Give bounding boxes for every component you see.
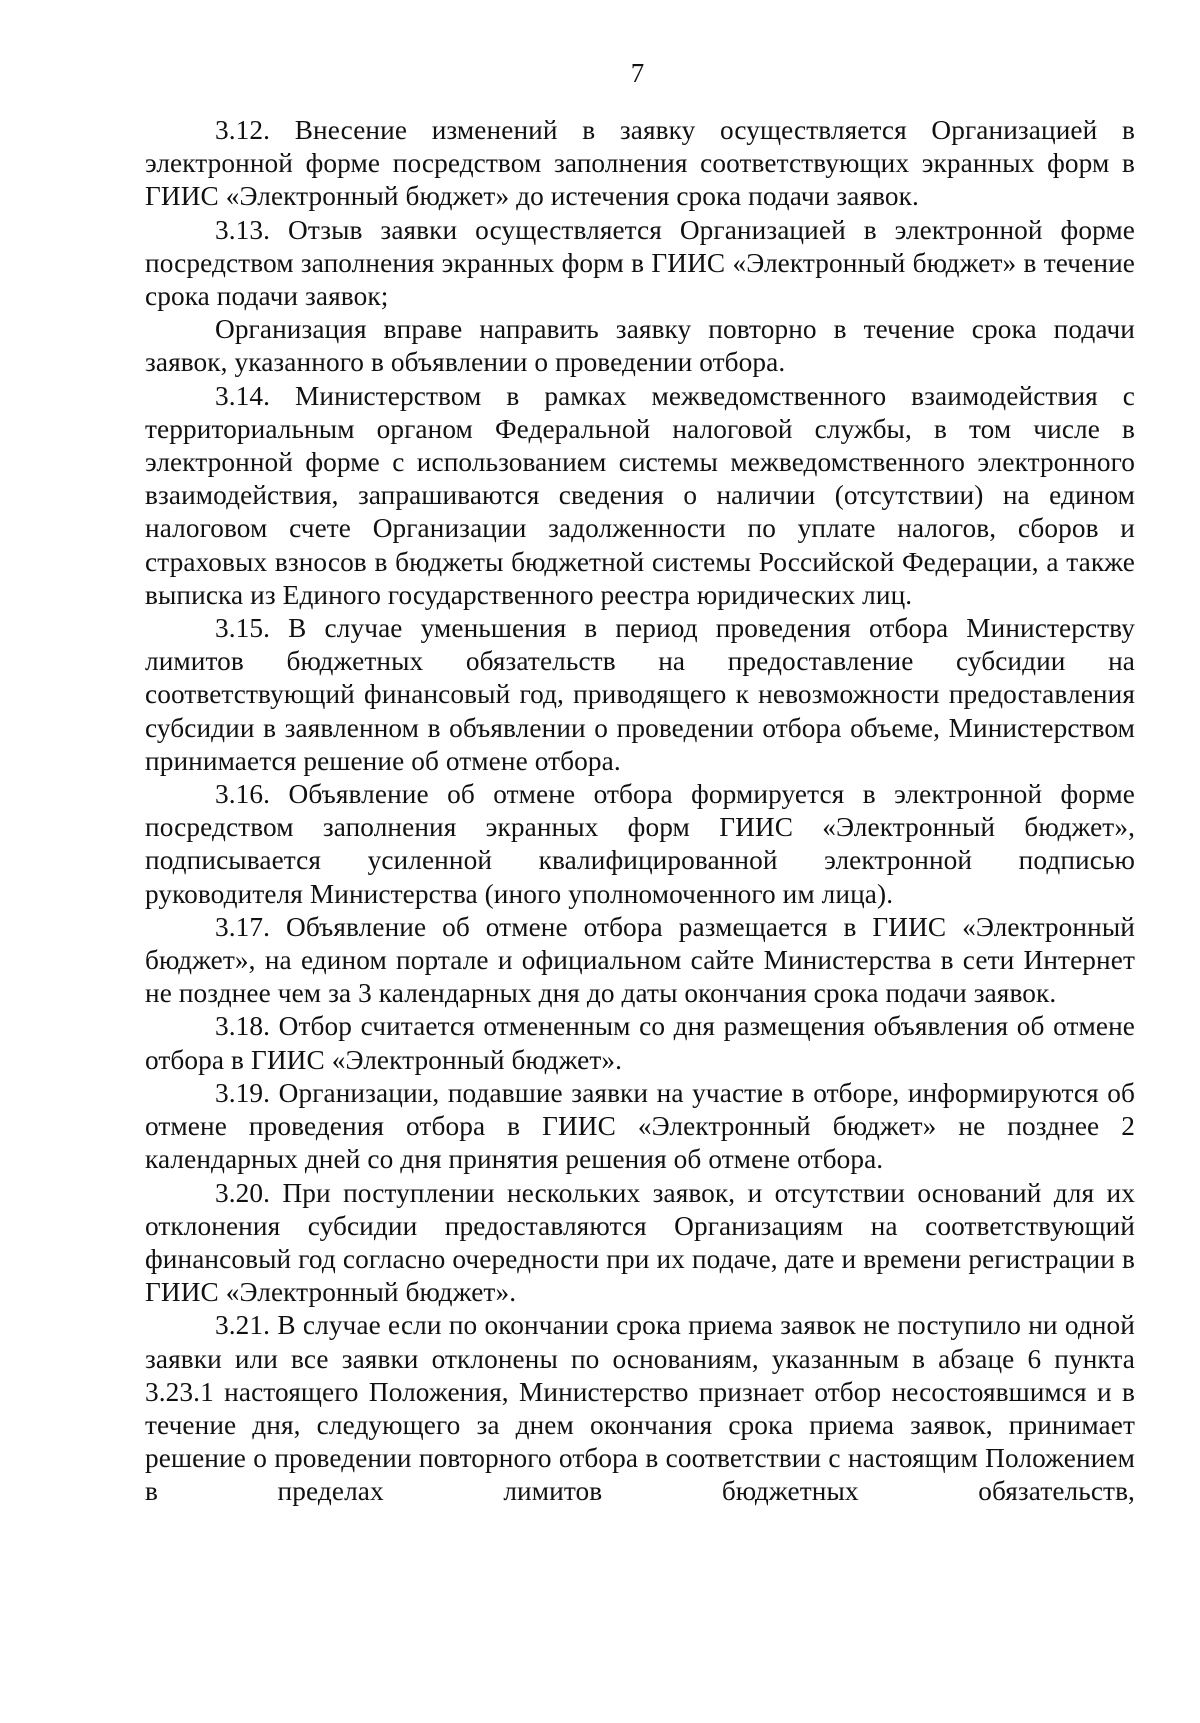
paragraph-3-17: 3.17. Объявление об отмене отбора размещается в ГИИС «Электронный бюджет», на едином портале и официальном сайте Министерства в сети Интернет не позднее чем за 3 календарных дня до даты окончания срока подачи заявок. <box>145 911 1135 1009</box>
paragraph-3-19: 3.19. Организации, подавшие заявки на участие в отборе, информируются об отмене проведения отбора в ГИИС «Электронный бюджет» не позднее 2 календарных дней со дня принятия решения об отмене отбора. <box>145 1077 1135 1175</box>
paragraph-3-13: 3.13. Отзыв заявки осуществляется Организацией в электронной форме посредством заполнения экранных форм в ГИИС «Электронный бюджет» в течение срока подачи заявок; <box>145 214 1135 312</box>
paragraph-3-12: 3.12. Внесение изменений в заявку осуществляется Организацией в электронной форме посредством заполнения соответствующих экранных форм в ГИИС «Электронный бюджет» до истечения срока подачи заявок. <box>145 115 1135 212</box>
page-number: 7 <box>630 58 645 88</box>
paragraph-3-21: 3.21. В случае если по окончании срока приема заявок не поступило ни одной заявки или все заявки отклонены по основаниям, указанным в абзаце 6 пункта 3.23.1 настоящего Положения, Министерство признает отбор несостоявшимся и в течение дня, следующего за днем окончания срока приема заявок, принимает решение о проведении повторного отбора в соответствии с настоящим Положением в пределах лимитов бюджетных обязательств, <box>145 1310 1135 1507</box>
paragraph-3-14: 3.14. Министерством в рамках межведомственного взаимодействия с территориальным органом Федеральной налоговой службы, в том числе в электронной форме с использованием системы межведомственного электронного взаимодействия, запрашиваются сведения о наличии (отсутствии) на едином налоговом счете Организации задолженности по уплате налогов, сборов и страховых взносов в бюджеты бюджетной системы Российской Федерации, а также выписка из Единого государственного реестра юридических лиц. <box>145 380 1135 610</box>
paragraph-3-20: 3.20. При поступлении нескольких заявок, и отсутствии оснований для их отклонения субсидии предоставляются Организациям на соответствующий финансовый год согласно очередности при их подаче, дате и времени регистрации в ГИИС «Электронный бюджет». <box>145 1177 1135 1308</box>
paragraph-3-16: 3.16. Объявление об отмене отбора формируется в электронной форме посредством заполнения экранных форм ГИИС «Электронный бюджет», подписывается усиленной квалифицированной электронной подписью руководителя Министерства (иного уполномоченного им лица). <box>145 779 1135 909</box>
document-body <box>145 114 1135 1509</box>
paragraph-3-13-continuation: Организация вправе направить заявку повторно в течение срока подачи заявок, указанного в объявлении о проведении отбора. <box>145 314 1135 378</box>
paragraph-3-18: 3.18. Отбор считается отмененным со дня размещения объявления об отмене отбора в ГИИС «Электронный бюджет». <box>145 1011 1135 1075</box>
paragraph-3-15: 3.15. В случае уменьшения в период проведения отбора Министерству лимитов бюджетных обязательств на предоставление субсидии на соответствующий финансовый год, приводящего к невозможности предоставления субсидии в заявленном в объявлении о проведении отбора объеме, Министерством принимается решение об отмене отбора. <box>145 613 1135 776</box>
